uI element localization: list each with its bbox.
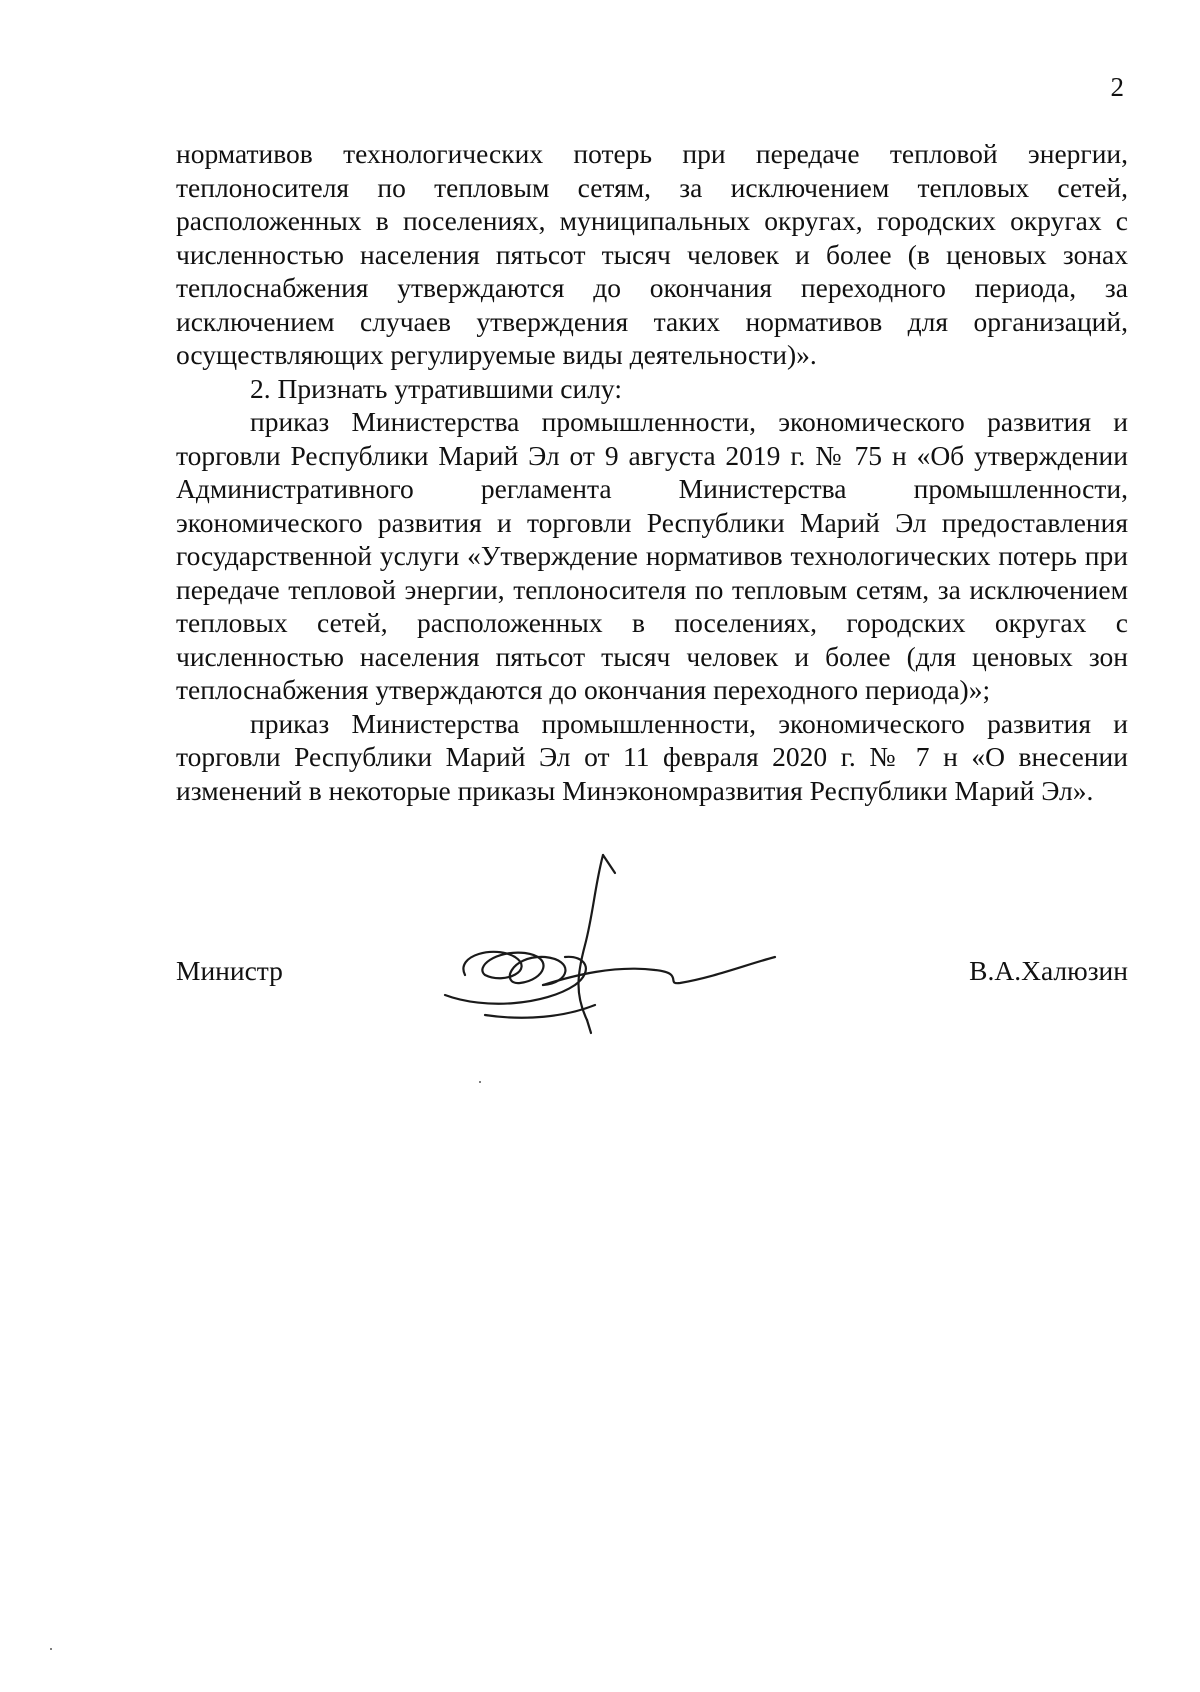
paragraph-order-2019: приказ Министерства промышленности, экономического развития и торговли Республики Марий Эл от 9 августа 2019 г. № 75 н «Об утверждении Административного регламента Министерства промышленности, экономического развития и торговли Республики Марий Эл предоставления государственной услуги «Утверждение нормативов технологических потерь при передаче тепловой энергии, теплоносителя по тепловым сетям, за исключением тепловых сетей, расположенных в поселениях, городских округах с численностью населения пятьсот тысяч человек и более (для ценовых зон теплоснабжения утверждаются до окончания переходного периода)»; bbox=[176, 406, 1128, 705]
paragraph-item-2: 2. Признать утратившими силу: bbox=[250, 372, 622, 404]
handwritten-signature bbox=[425, 845, 845, 1035]
page-number: 2 bbox=[1110, 72, 1124, 102]
scan-speck bbox=[479, 1081, 481, 1083]
document-body bbox=[176, 137, 1128, 807]
signatory-position: Министр bbox=[176, 955, 283, 986]
signatory-name: В.А.Халюзин bbox=[969, 955, 1128, 986]
paragraph-continuation: нормативов технологических потерь при передаче тепловой энергии, теплоносителя по тепловым сетям, за исключением тепловых сетей, расположенных в поселениях, муниципальных округах, городских округах с численностью населения пятьсот тысяч человек и более (в ценовых зонах теплоснабжения утверждаются до окончания переходного периода, за исключением случаев утверждения таких нормативов для организаций, осуществляющих регулируемые виды деятельности)». bbox=[176, 138, 1128, 370]
paragraph-order-2020: приказ Министерства промышленности, экономического развития и торговли Республики Марий Эл от 11 февраля 2020 г. № 7 н «О внесении изменений в некоторые приказы Минэкономразвития Республики Марий Эл». bbox=[176, 707, 1128, 806]
scan-speck bbox=[50, 1648, 52, 1650]
